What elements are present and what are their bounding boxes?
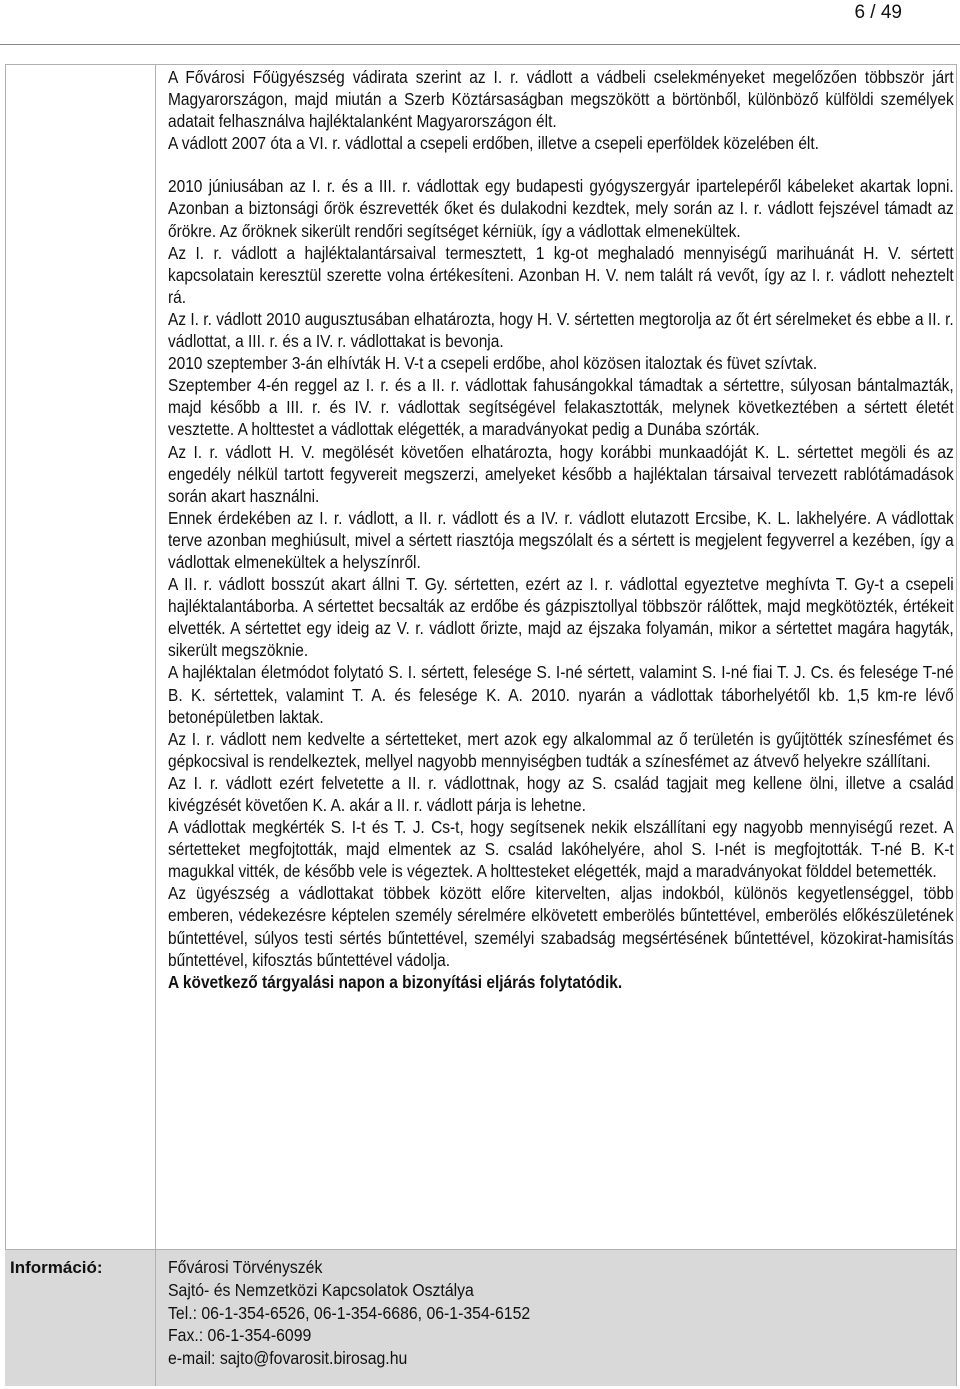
paragraph: A hajléktalan életmódot folytató S. I. sértett, felesége S. I-né sértett, valamint S. I-né fiai T. J. Cs. és felesége T-né B. K. sértettek, valamint T. A. és felesége K. A. 2010. nyarán a vádlottak táborhelyétől kb. 1,5 km-re lévő betonépületben laktak. — [168, 662, 954, 727]
contact-info — [168, 1256, 530, 1370]
info-label: Információ: — [10, 1258, 103, 1277]
column-divider — [155, 64, 156, 1386]
paragraph: Az ügyészség a vádlottakat többek között előre kitervelten, aljas indokból, különös kegyetlenséggel, több emberen, védekezésre képtelen személy sérelmére elkövetett emberölés bűntettével, emberölés előkészületének bűntettével, súlyos testi sértés bűntettével, személyi szabadság megsértésének bűntettével, közokirat-hamisítás bűntettével, kifosztás bűntettével vádolja. — [168, 883, 954, 970]
paragraph: A II. r. vádlott bosszút akart állni T. Gy. sértetten, ezért az I. r. vádlottal egyeztetve meghívta T. Gy-t a csepeli hajléktalantáborba. A sértettet becsalták az erdőbe és gázpisztollyal többször rálőttek, majd megkötözték, értékeit elvették. A sértettet egy ideig az V. r. vádlott őrizte, majd az éjszaka folyamán, mikor a sértettet magára hagyták, sikerült megszöknie. — [168, 574, 954, 661]
phone-numbers: Tel.: 06-1-354-6526, 06-1-354-6686, 06-1-354-6152 — [168, 1302, 531, 1323]
paragraph: A vádlott 2007 óta a VI. r. vádlottal a csepeli erdőben, illetve a csepeli eperföldek közelében élt. — [168, 133, 819, 154]
org-name: Fővárosi Törvényszék — [168, 1257, 323, 1277]
email-address[interactable]: e-mail: sajto@fovarosit.birosag.hu — [168, 1348, 408, 1369]
fax-number: Fax.: 06-1-354-6099 — [168, 1325, 312, 1346]
paragraph: A Fővárosi Főügyészség vádirata szerint az I. r. vádlott a vádbeli cselekményeket megelőzően többször járt Magyarországon, majd miután a Szerb Köztársaságban megszökött a börtönből, különböző külföldi személyek adatait felhasználva hajléktalanként Magyarországon élt. — [168, 67, 954, 132]
paragraph: 2010 szeptember 3-án elhívták H. V-t a csepeli erdőbe, ahol közösen italoztak és füvet szívtak. — [168, 353, 818, 374]
paragraph: Az I. r. vádlott H. V. megölését követően elhatározta, hogy korábbi munkaadóját K. L. sértettet megöli és az engedély nélkül tartott fegyvereit megszerzi, amelyeket később a hajléktalan társaival tervezett rablótámadások során akart használni. — [168, 441, 954, 506]
paragraph: Az I. r. vádlott nem kedvelte a sértetteket, mert azok egy alkalommal az ő területén is gyűjtötték színesfémet és gépkocsival is rendelkeztek, mellyel nagyobb mennyiségben tudták a színesfémet az átvevő helyekre szállítani. — [168, 728, 954, 771]
page-number: 6 / 49 — [854, 2, 902, 23]
paragraph-gap — [168, 154, 954, 175]
paragraph: Az I. r. vádlott ezért felvetette a II. r. vádlottnak, hogy az S. család tagjait meg kellene ölni, illetve a család kivégzését követően K. A. akár a II. r. vádlott párja is lehetne. — [168, 772, 954, 815]
header-divider — [0, 44, 960, 45]
paragraph: Az I. r. vádlott a hajléktalantársaival termesztett, 1 kg-ot meghaladó mennyiségű marihuánát H. V. sértett kapcsolatain keresztül szerette volna értékesíteni. Azonban H. V. nem talált rá vevőt, így az I. r. vádlott neheztelt rá. — [168, 242, 954, 307]
paragraph: Ennek érdekében az I. r. vádlott, a II. r. vádlott és a IV. r. vádlott elutazott Ercsibe, K. L. lakhelyére. A vádlottak terve azonban meghiúsult, mivel a sértett riasztója megszólalt és a sértett is megjelent fegyverrel a kezében, így a vádlottak elmenekültek a helyszínről. — [168, 507, 954, 572]
paragraph: Az I. r. vádlott 2010 augusztusában elhatározta, hogy H. V. sértetten megtorolja az őt ért sérelmeket és ebbe a II. r. vádlottat, a III. r. és a IV. r. vádlottakat is bevonja. — [168, 308, 954, 352]
department: Sajtó- és Nemzetközi Kapcsolatok Osztálya — [168, 1279, 474, 1300]
row-divider — [5, 1249, 957, 1250]
paragraph: Szeptember 4-én reggel az I. r. és a II. r. vádlottak fahusángokkal támadtak a sértettre, súlyosan bántalmazták, majd később a III. r. és IV. r. vádlottak segítségével felakasztották, melynek következtében a sértett életét vesztette. A holttestet a vádlottak elégették, a maradványokat pedig a Dunába szórták. — [168, 375, 954, 440]
closing-notice: A következő tárgyalási napon a bizonyítási eljárás folytatódik. — [168, 971, 623, 992]
article-body — [168, 66, 954, 993]
paragraph: A vádlottak megkérték S. I-t és T. J. Cs-t, hogy segítsenek nekik elszállítani egy nagyobb mennyiségű rezet. A sértetteket megfojtották, majd elmentek az S. család lakóhelyére, ahol S. I-nét is megfojtották. T-né B. K-t magukkal vitték, de később vele is végeztek. A holttesteket elégették, majd a maradványokat földdel betemették. — [168, 817, 954, 882]
paragraph: 2010 júniusában az I. r. és a III. r. vádlottak egy budapesti gyógyszergyár ipartelepéről kábeleket akartak lopni. Azonban a biztonsági őrök észrevették őket és dulakodni kezdtek, mely során az I. r. vádlott fejszével támadt az őrökre. Az őröknek sikerült rendőri segítséget kérniük, így a vádlottak elmenekültek. — [168, 176, 954, 241]
